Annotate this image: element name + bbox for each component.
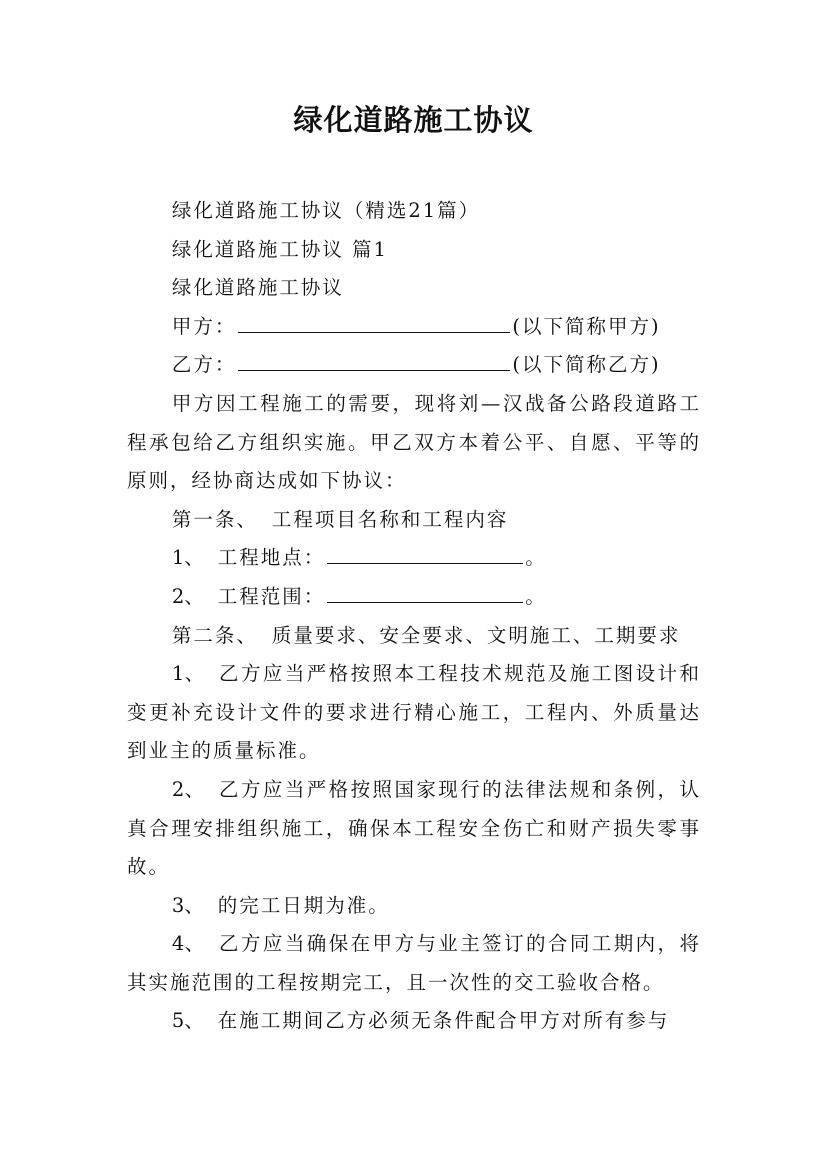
item-1-text: 工程地点： bbox=[217, 546, 326, 570]
article-2-heading bbox=[127, 617, 701, 656]
requirement-2 bbox=[127, 771, 701, 887]
item-2-end: 。 bbox=[525, 584, 547, 608]
party-b-blank bbox=[238, 350, 510, 371]
requirement-5 bbox=[127, 1002, 701, 1041]
paragraph-section-heading: 绿化道路施工协议 篇1 bbox=[171, 237, 388, 261]
item-1-end: 。 bbox=[525, 546, 547, 570]
article-2-label: 第二条、 bbox=[171, 623, 258, 647]
party-a-suffix: (以下简称甲方) bbox=[512, 314, 661, 338]
party-a-label: 甲方： bbox=[171, 314, 237, 338]
article-1-label: 第一条、 bbox=[171, 507, 258, 531]
item-2-text: 工程范围： bbox=[217, 584, 326, 608]
requirement-1-text: 乙方应当严格按照本工程技术规范及施工图设计和变更补充设计文件的要求进行精心施工，工程内、外质量达到业主的质量标准。 bbox=[127, 662, 701, 763]
item-2-number: 2、 bbox=[171, 584, 204, 608]
party-a-blank bbox=[238, 311, 510, 332]
article-1-heading bbox=[127, 501, 701, 540]
paragraph-collection-title: 绿化道路施工协议（精选21篇） bbox=[171, 199, 481, 222]
party-b-line bbox=[127, 346, 701, 385]
document-title: 绿化道路施工协议 bbox=[293, 103, 534, 137]
requirement-4-number: 4、 bbox=[171, 932, 205, 956]
requirement-4-text: 乙方应当确保在甲方与业主签订的合同工期内，将其实施范围的工程按期完工，且一次性的交工验收合格。 bbox=[127, 932, 701, 994]
item-2-blank bbox=[327, 581, 523, 602]
paragraph-intro: 甲方因工程施工的需要，现将刘—汉战备公路段道路工程承包给乙方组织实施。甲乙双方本着公平、自愿、平等的原则，经协商达成如下协议： bbox=[127, 391, 701, 493]
requirement-2-text: 乙方应当严格按照国家现行的法律法规和条例，认真合理安排组织施工，确保本工程安全伤亡和财产损失零事故。 bbox=[127, 777, 701, 879]
item-1-line bbox=[127, 539, 701, 578]
item-1-number: 1、 bbox=[171, 546, 204, 570]
party-a-line bbox=[127, 308, 701, 347]
requirement-3 bbox=[127, 887, 701, 926]
requirement-3-text: 的完工日期为准。 bbox=[217, 893, 390, 917]
requirement-3-number: 3、 bbox=[171, 893, 204, 917]
article-2-text: 质量要求、安全要求、文明施工、工期要求 bbox=[271, 623, 681, 647]
article-1-text: 工程项目名称和工程内容 bbox=[271, 507, 509, 531]
party-b-suffix: (以下简称乙方) bbox=[512, 353, 661, 377]
document-body bbox=[127, 192, 701, 1041]
item-1-blank bbox=[327, 543, 523, 564]
requirement-5-number: 5、 bbox=[171, 1009, 204, 1033]
requirement-1 bbox=[127, 655, 701, 771]
requirement-2-number: 2、 bbox=[171, 777, 205, 801]
paragraph-agreement-name: 绿化道路施工协议 bbox=[171, 276, 344, 300]
requirement-1-number: 1、 bbox=[171, 662, 205, 686]
requirement-4 bbox=[127, 925, 701, 1002]
party-b-label: 乙方： bbox=[171, 353, 237, 377]
requirement-5-text: 在施工期间乙方必须无条件配合甲方对所有参与 bbox=[217, 1009, 670, 1033]
item-2-line bbox=[127, 578, 701, 617]
